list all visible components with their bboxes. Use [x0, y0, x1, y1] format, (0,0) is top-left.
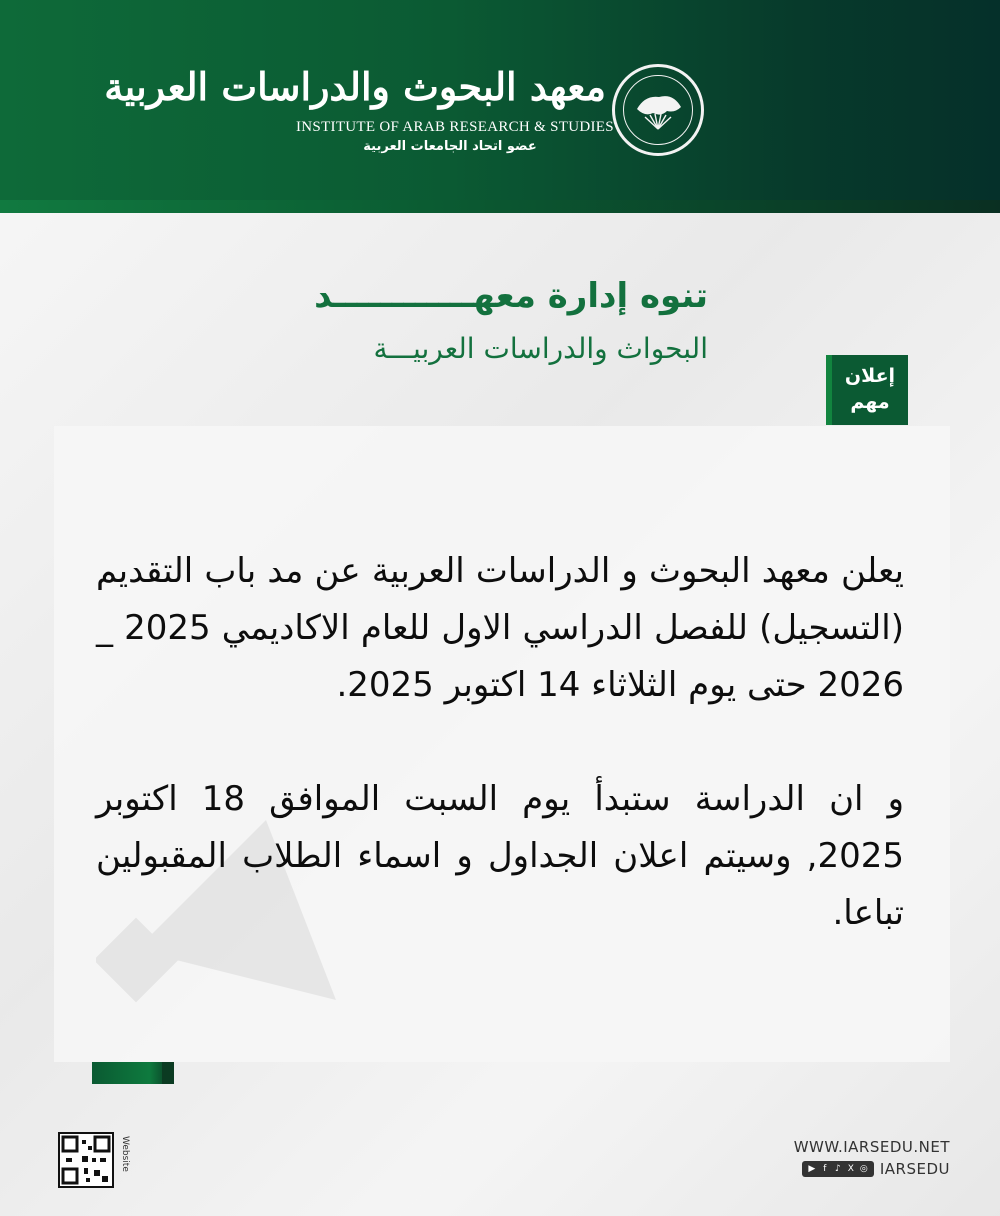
announcement-paragraph-1: يعلن معهد البحوث و الدراسات العربية عن مد باب التقديم (التسجيل) للفصل الدراسي الاول للعام الاكاديمي 2025 _ 2026 حتى يوم الثلاثاء 14 اكتوبر 2025.: [96, 551, 904, 705]
header-banner: [0, 0, 1000, 200]
social-links: [802, 1160, 950, 1178]
header-stripe: [0, 200, 1000, 213]
social-handle[interactable]: IARSEDU: [879, 1160, 950, 1178]
page-title: تنوه إدارة معهــــــــــــد: [314, 276, 708, 316]
qr-code[interactable]: [58, 1132, 114, 1188]
announcement-paragraph-2: و ان الدراسة ستبدأ يوم السبت الموافق 18 اكتوبر 2025, وسيتم اعلان الجداول و اسماء الطلاب المقبولين تباعا.: [96, 779, 904, 933]
institute-arabic-logotype: معهد البحوث والدراسات العربية: [104, 64, 606, 109]
badge-line1: إعلان: [844, 365, 896, 387]
announcement-text: [96, 486, 904, 999]
accent-bar: [92, 1062, 174, 1084]
qr-label: Website: [120, 1136, 130, 1172]
facebook-icon[interactable]: f: [823, 1164, 827, 1174]
instagram-icon[interactable]: ◎: [859, 1164, 868, 1174]
page-subtitle: البحواث والدراسات العربيـــة: [373, 332, 708, 365]
arab-world-emblem-icon: [612, 64, 704, 156]
website-url[interactable]: WWW.IARSEDU.NET: [793, 1138, 950, 1156]
badge-line2: مهم: [850, 391, 890, 413]
membership-text: عضو اتحاد الجامعات العربية: [363, 139, 537, 154]
important-announcement-badge: [826, 355, 908, 425]
x-icon[interactable]: X: [847, 1164, 854, 1174]
institute-english-name: INSTITUTE OF ARAB RESEARCH & STUDIES: [296, 119, 614, 135]
tiktok-icon[interactable]: ♪: [834, 1164, 841, 1174]
youtube-icon[interactable]: ▶: [808, 1164, 816, 1174]
